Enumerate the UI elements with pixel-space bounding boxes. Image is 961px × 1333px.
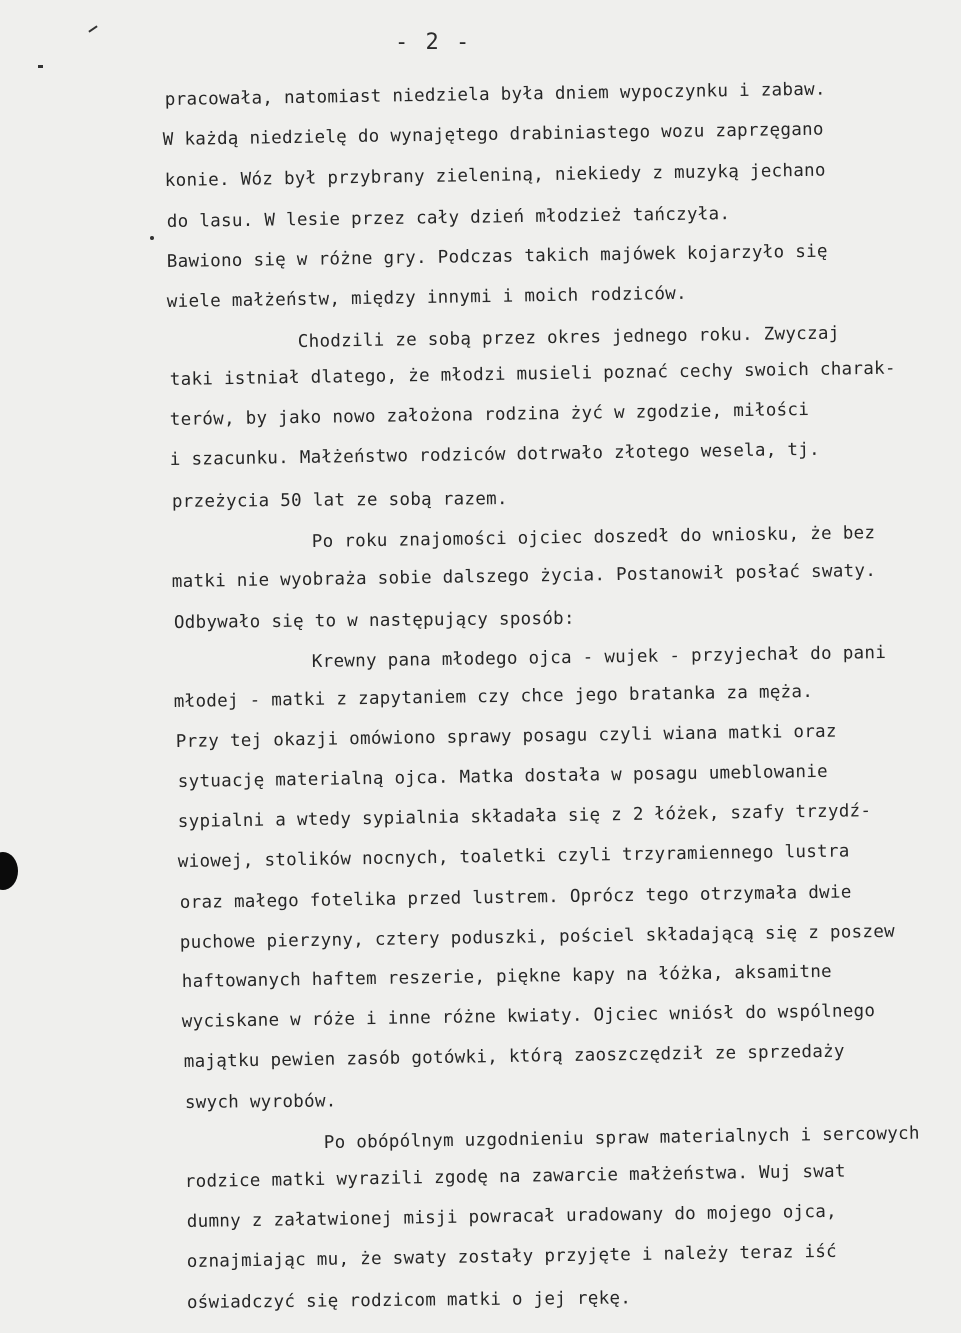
- text-line: W każdą niedzielę do wynajętego drabiniastego wozu zaprzęgano: [162, 119, 824, 150]
- text-line: terów, by jako nowo założona rodzina żyć w zgodzie, miłości: [169, 399, 810, 430]
- text-line: swych wyrobów.: [184, 1091, 337, 1113]
- text-line: Po obópólnym uzgodnieniu spraw materialnych i sercowych: [323, 1123, 920, 1153]
- text-line: majątku pewien zasób gotówki, którą zaoszczędził ze sprzedaży: [183, 1041, 845, 1072]
- margin-mark: [150, 236, 154, 240]
- text-line: do lasu. W lesie przez cały dzień młodzież tańczyła.: [166, 204, 731, 232]
- text-line: wyciskane w róże i inne różne kwiaty. Ojciec wniósł do wspólnego: [181, 1001, 876, 1032]
- text-line: konie. Wóz był przybrany zieleniną, niekiedy z muzyką jechano: [164, 160, 826, 191]
- text-line: sytuację materialną ojca. Matka dostała w posagu umeblowanie: [177, 761, 829, 792]
- text-line: Bawiono się w różne gry. Podczas takich majówek kojarzyło się: [166, 241, 828, 272]
- text-line: Krewny pana młodego ojca - wujek - przyjechał do pani: [311, 642, 887, 672]
- text-line: wiowej, stolików nocnych, toaletki czyli trzyramiennego lustra: [177, 841, 850, 872]
- text-line: matki nie wyobraża sobie dalszego życia. Postanowił posłać swaty.: [171, 560, 877, 592]
- text-line: Po roku znajomości ojciec doszedł do wniosku, że bez: [311, 523, 876, 552]
- text-line: haftowanych haftem reszerie, piękne kapy na łóżka, aksamitne: [181, 961, 833, 992]
- text-line: oświadczyć się rodzicom matki o jej rękę.: [186, 1288, 632, 1313]
- text-line: puchowe pierzyny, cztery poduszki, pościel składającą się z poszew: [179, 921, 896, 953]
- text-line: i szacunku. Małżeństwo rodziców dotrwało złotego wesela, tj.: [169, 439, 821, 470]
- text-line: Odbywało się to w następujący sposób:: [173, 608, 575, 633]
- margin-mark: [38, 65, 43, 68]
- text-line: młodej - matki z zapytaniem czy chce jego bratanka za męża.: [173, 681, 814, 712]
- text-line: oznajmiając mu, że swaty zostały przyjęte i należy teraz iść: [186, 1241, 838, 1272]
- text-line: Przy tej okazji omówiono sprawy posagu czyli wiana matki oraz: [175, 721, 837, 752]
- text-line: taki istniał dlatego, że młodzi musieli poznać cechy swoich charak-: [169, 358, 896, 390]
- text-line: pracowała, natomiast niedziela była dniem wypoczynku i zabaw.: [164, 79, 826, 110]
- text-line: Chodzili ze sobą przez okres jednego roku. Zwyczaj: [297, 323, 840, 352]
- text-line: rodzice matki wyrazili zgodę na zawarcie małżeństwa. Wuj swat: [184, 1161, 846, 1192]
- text-line: przeżycia 50 lat ze sobą razem.: [171, 489, 508, 512]
- text-line: dumny z załatwionej misji powracał uradowany do mojego ojca,: [186, 1201, 838, 1232]
- text-line: oraz małego fotelika przed lustrem. Oprócz tego otrzymała dwie: [179, 882, 852, 913]
- text-line: wiele małżeństw, między innymi i moich rodziców.: [166, 283, 688, 312]
- text-line: sypialni a wtedy sypialnia składała się z 2 łóżek, szafy trzydź-: [177, 801, 872, 832]
- page-number: - 2 -: [395, 30, 472, 55]
